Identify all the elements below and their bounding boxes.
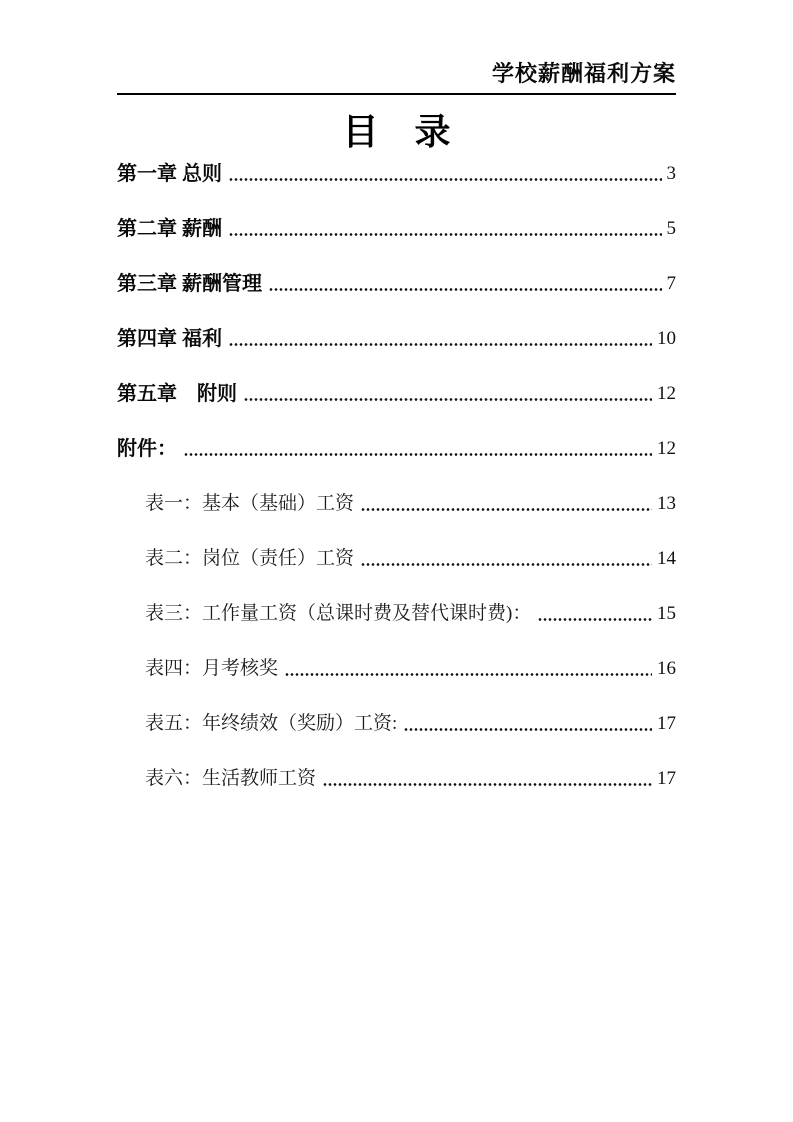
toc-entry-label: 表二：岗位（责任）工资 — [145, 548, 355, 569]
toc-entry-label: 表三：工作量工资（总课时费及替代课时费)： — [145, 603, 532, 624]
toc-entry-chapter-2[interactable] — [117, 215, 676, 241]
toc-entry-appendix[interactable] — [117, 435, 676, 461]
dot-leader — [361, 507, 652, 512]
toc-entry-table-3[interactable] — [117, 600, 676, 626]
toc-page-number: 5 — [666, 218, 676, 239]
toc-page-number: 17 — [657, 768, 676, 789]
dot-leader — [404, 727, 652, 732]
dot-leader — [229, 177, 662, 182]
toc-entry-chapter-5[interactable] — [117, 380, 676, 406]
toc-page-number: 7 — [666, 273, 676, 294]
dot-leader — [244, 397, 652, 402]
toc-entry-label: 第三章 薪酬管理 — [117, 273, 262, 295]
toc-page-number: 13 — [657, 493, 676, 514]
toc-entry-label: 表一：基本（基础）工资 — [145, 493, 355, 514]
dot-leader — [361, 562, 652, 567]
toc-page-number: 3 — [666, 163, 676, 184]
dot-leader — [538, 617, 652, 622]
toc-page-number: 14 — [657, 548, 676, 569]
dot-leader — [184, 452, 652, 457]
toc-entry-table-1[interactable] — [117, 490, 676, 516]
header-rule — [117, 93, 676, 95]
toc-entry-label: 第五章 附则 — [117, 383, 237, 405]
document-header-title: 学校薪酬福利方案 — [491, 61, 676, 86]
toc-list — [117, 160, 676, 820]
toc-title: 目 录 — [342, 111, 451, 152]
dot-leader — [285, 672, 652, 677]
toc-entry-label: 第四章 福利 — [117, 328, 222, 350]
dot-leader — [229, 342, 652, 347]
dot-leader — [229, 232, 662, 237]
toc-entry-label: 附件： — [117, 438, 177, 460]
dot-leader — [269, 287, 662, 292]
toc-entry-chapter-1[interactable] — [117, 160, 676, 186]
toc-page-number: 10 — [657, 328, 676, 349]
dot-leader — [323, 782, 652, 787]
toc-entry-label: 表五：年终绩效（奖励）工资: — [145, 713, 398, 734]
toc-entry-table-4[interactable] — [117, 655, 676, 681]
toc-entry-label: 表六：生活教师工资 — [145, 768, 317, 789]
toc-page-number: 15 — [657, 603, 676, 624]
toc-entry-label: 第二章 薪酬 — [117, 218, 222, 240]
toc-entry-table-5[interactable] — [117, 710, 676, 736]
toc-page-number: 12 — [657, 438, 676, 459]
toc-page-number: 17 — [657, 713, 676, 734]
toc-entry-table-2[interactable] — [117, 545, 676, 571]
toc-entry-table-6[interactable] — [117, 765, 676, 791]
toc-entry-label: 第一章 总则 — [117, 163, 222, 185]
toc-entry-chapter-3[interactable] — [117, 270, 676, 296]
toc-entry-label: 表四：月考核奖 — [145, 658, 279, 679]
toc-entry-chapter-4[interactable] — [117, 325, 676, 351]
toc-page-number: 12 — [657, 383, 676, 404]
toc-page-number: 16 — [657, 658, 676, 679]
